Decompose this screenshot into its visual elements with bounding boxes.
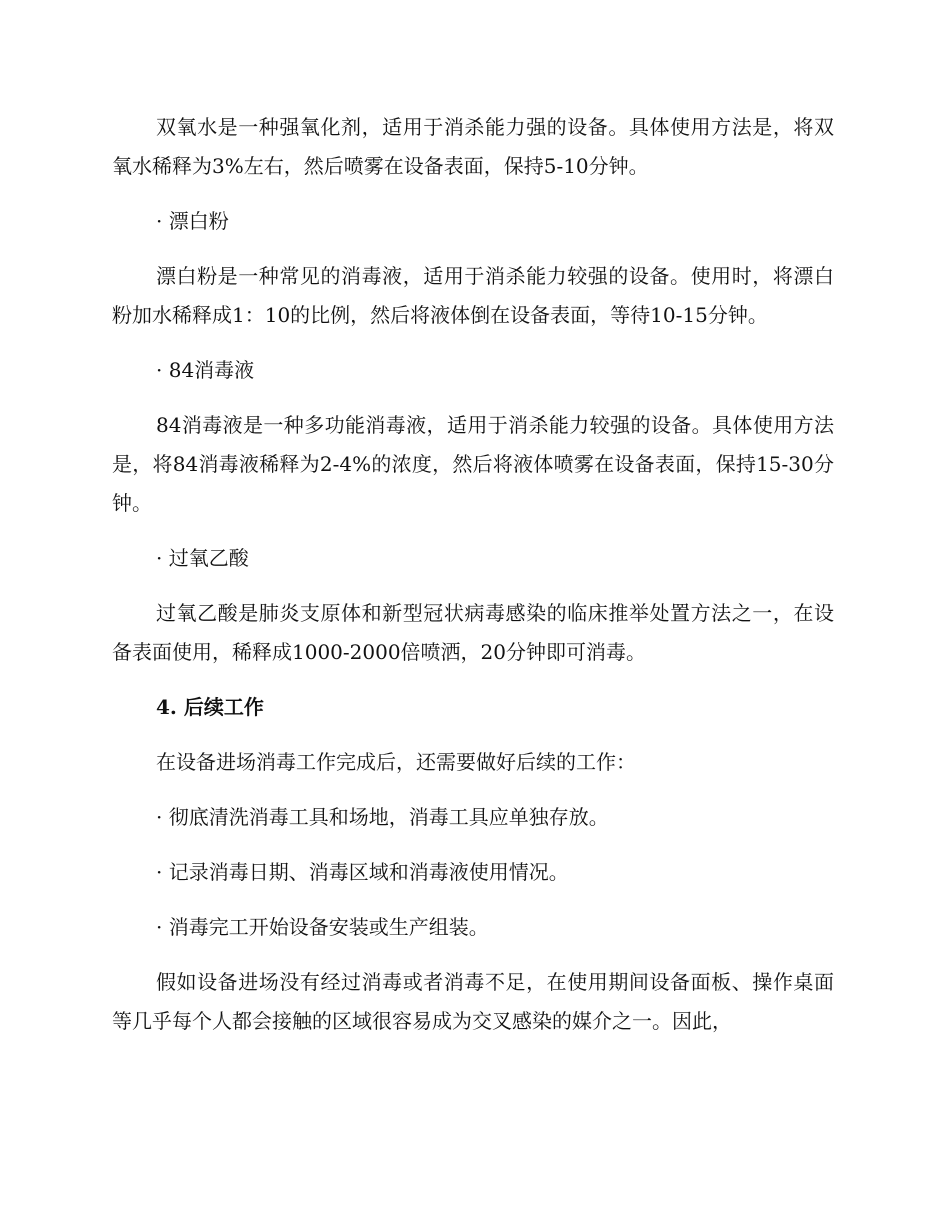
bullet-bleaching-powder: · 漂白粉 bbox=[156, 209, 229, 233]
paragraph-cross-infection: 假如设备进场没有经过消毒或者消毒不足，在使用期间设备面板、操作桌面等几乎每个人都会接触的区域很容易成为交叉感染的媒介之一。因此， bbox=[112, 970, 834, 1033]
paragraph-hydrogen-peroxide: 双氧水是一种强氧化剂，适用于消杀能力强的设备。具体使用方法是，将双氧水稀释为3%左右，然后喷雾在设备表面，保持5-10分钟。 bbox=[112, 115, 834, 178]
paragraph-84-disinfectant: 84消毒液是一种多功能消毒液，适用于消杀能力较强的设备。具体使用方法是，将84消毒液稀释为2-4%的浓度，然后将液体喷雾在设备表面，保持15-30分钟。 bbox=[112, 413, 834, 515]
bullet-clean-tools: · 彻底清洗消毒工具和场地，消毒工具应单独存放。 bbox=[156, 805, 609, 829]
section-heading-follow-up: 4. 后续工作 bbox=[156, 695, 264, 719]
paragraph-follow-up-intro: 在设备进场消毒工作完成后，还需要做好后续的工作： bbox=[156, 750, 636, 774]
document-page bbox=[112, 108, 834, 1041]
bullet-record-disinfection: · 记录消毒日期、消毒区域和消毒液使用情况。 bbox=[156, 860, 569, 884]
paragraph-bleaching-powder: 漂白粉是一种常见的消毒液，适用于消杀能力较强的设备。使用时，将漂白粉加水稀释成1：10的比例，然后将液体倒在设备表面，等待10-15分钟。 bbox=[112, 264, 834, 327]
paragraph-peracetic-acid: 过氧乙酸是肺炎支原体和新型冠状病毒感染的临床推举处置方法之一，在设备表面使用，稀释成1000-2000倍喷洒，20分钟即可消毒。 bbox=[112, 601, 834, 664]
bullet-84-disinfectant: · 84消毒液 bbox=[156, 358, 255, 382]
bullet-start-installation: · 消毒完工开始设备安装或生产组装。 bbox=[156, 915, 489, 939]
bullet-peracetic-acid: · 过氧乙酸 bbox=[156, 546, 249, 570]
